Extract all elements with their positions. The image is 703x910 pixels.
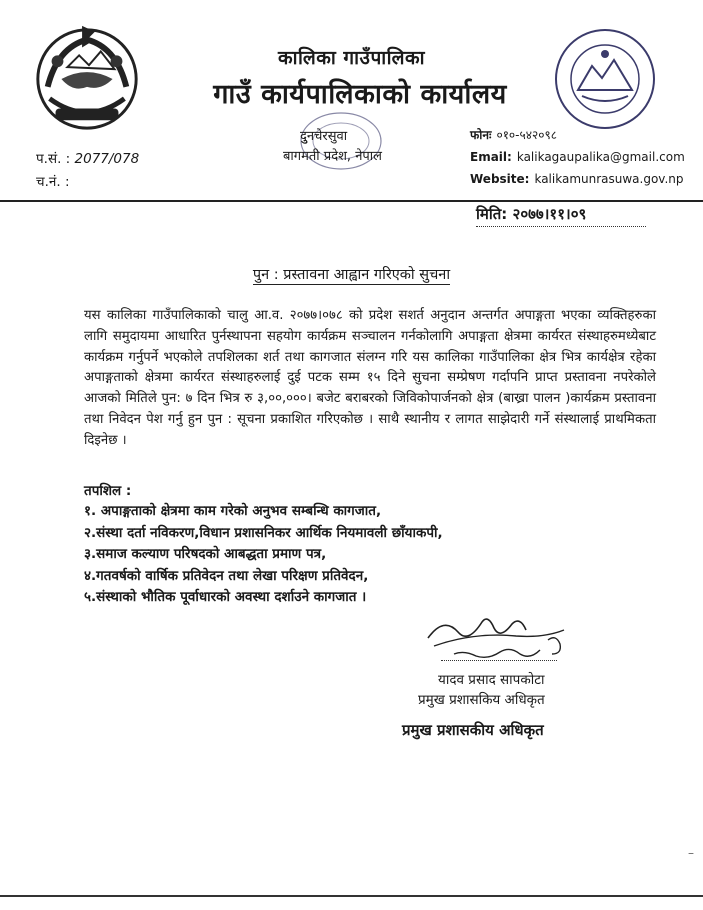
- list-item: ५.संस्थाको भौतिक पूर्वाधारको अवस्था दर्शाउने कागजात ।: [84, 589, 367, 605]
- dispatch-number: [36, 172, 70, 190]
- phone-label: फोनः: [470, 128, 492, 142]
- organization-name: कालिका गाउँपालिका: [277, 47, 425, 69]
- office-name: गाउँ कार्यपालिकाको कार्यालय: [213, 79, 507, 110]
- signer-title: प्रमुख प्रशासकिय अधिकृत: [418, 692, 545, 708]
- signature-dotted-line: [441, 660, 557, 661]
- header-divider: [0, 200, 703, 202]
- email-row: [470, 150, 685, 164]
- notice-body: यस कालिका गाउँपालिकाको चालु आ.व. २०७७।०७८ को प्रदेश सशर्त अनुदान अन्तर्गत अपाङ्गता भएका व्यक्तिहरुका लागि समुदायमा आधारित पुर्नस्थापना सहयोग कार्यक्रम सञ्चालन गर्नकोलागि अपाङ्गता क्षेत्रमा कार्यरत संस्थाहरुमध्येबाट कार्यक्रम गर्नुपर्ने भएकोले तपशिलका शर्त तथा कागजात संलग्न गरि यस कालिका गाउँपालिका क्षेत्र भित्र कार्यक्षेत्र रहेका अपाङ्गताको क्षेत्रमा कार्यरत संस्थाहरुलाई दुई पटक सम्म १५ दिने सुचना सम्प्रेषण गर्दापनि प्राप्त प्रस्तावना नपरेकोले आजको मितिले पुन: ७ दिन भित्र रु ३,००,०००। बजेट बराबरको जिविकोपार्जनको क्षेत्र (बाख्रा पालन )कार्यक्रम प्रस्तावना तथा निवेदन पेश गर्नु हुन पुन : सूचना प्रकाशित गरिएकोछ । साथै स्थानीय र लागत साझेदारी गर्ने संस्थालाई प्राथमिकता दिइनेछ ।: [84, 308, 656, 448]
- details-heading: तपशिल :: [84, 483, 132, 499]
- website-value: kalikamunrasuwa.gov.np: [534, 172, 684, 186]
- list-item: २.संस्था दर्ता नविकरण,विधान प्रशासनिकर आर्थिक नियमावली छाँयाकपी,: [84, 524, 443, 541]
- email-value: kalikagaupalika@gmail.com: [516, 150, 685, 164]
- list-item: ४.गतवर्षको वार्षिक प्रतिवेदन तथा लेखा परिक्षण प्रतिवेदन,: [84, 567, 369, 584]
- address-line-2: बागमती प्रदेश, नेपाल: [283, 149, 382, 164]
- phone-value: ०१०-५४२०९८: [496, 128, 557, 142]
- date-value: २०७७।११।०९: [512, 205, 587, 223]
- list-item: १. अपाङ्गताको क्षेत्रमा काम गरेको अनुभव सम्बन्धि कागजात,: [84, 503, 382, 519]
- reference-number-label: प.सं. :: [36, 151, 71, 167]
- phone-row: [470, 126, 557, 143]
- signer-stamp-title: प्रमुख प्रशासकीय अधिकृत: [402, 721, 544, 739]
- date: [476, 204, 586, 224]
- scan-mark: –: [688, 846, 694, 860]
- date-label: मिति:: [476, 205, 508, 223]
- notice-subject: [0, 264, 703, 284]
- website-row: [470, 172, 684, 186]
- date-underline: [476, 226, 646, 227]
- address-line-1: दुुनचेरसुवा: [300, 129, 348, 144]
- email-label: Email:: [470, 150, 512, 164]
- list-item: ३.समाज कल्याण परिषदको आबद्धता प्रमाण पत्र,: [84, 546, 327, 562]
- kalika-municipality-logo-icon: [552, 26, 658, 132]
- dispatch-number-label: च.नं. :: [36, 174, 70, 190]
- handwritten-signature-icon: [424, 610, 574, 666]
- nepal-government-emblem-icon: [28, 18, 146, 136]
- signer-name: यादव प्रसाद सापकोटा: [438, 672, 545, 688]
- reference-number-value: 2077/078: [74, 151, 140, 167]
- reference-number: [36, 149, 139, 167]
- details-list: [84, 501, 644, 609]
- website-label: Website:: [470, 172, 530, 186]
- footer-divider: [0, 895, 703, 897]
- notice-subject-text: पुन : प्रस्तावना आह्वान गरिएको सुचना: [252, 267, 451, 283]
